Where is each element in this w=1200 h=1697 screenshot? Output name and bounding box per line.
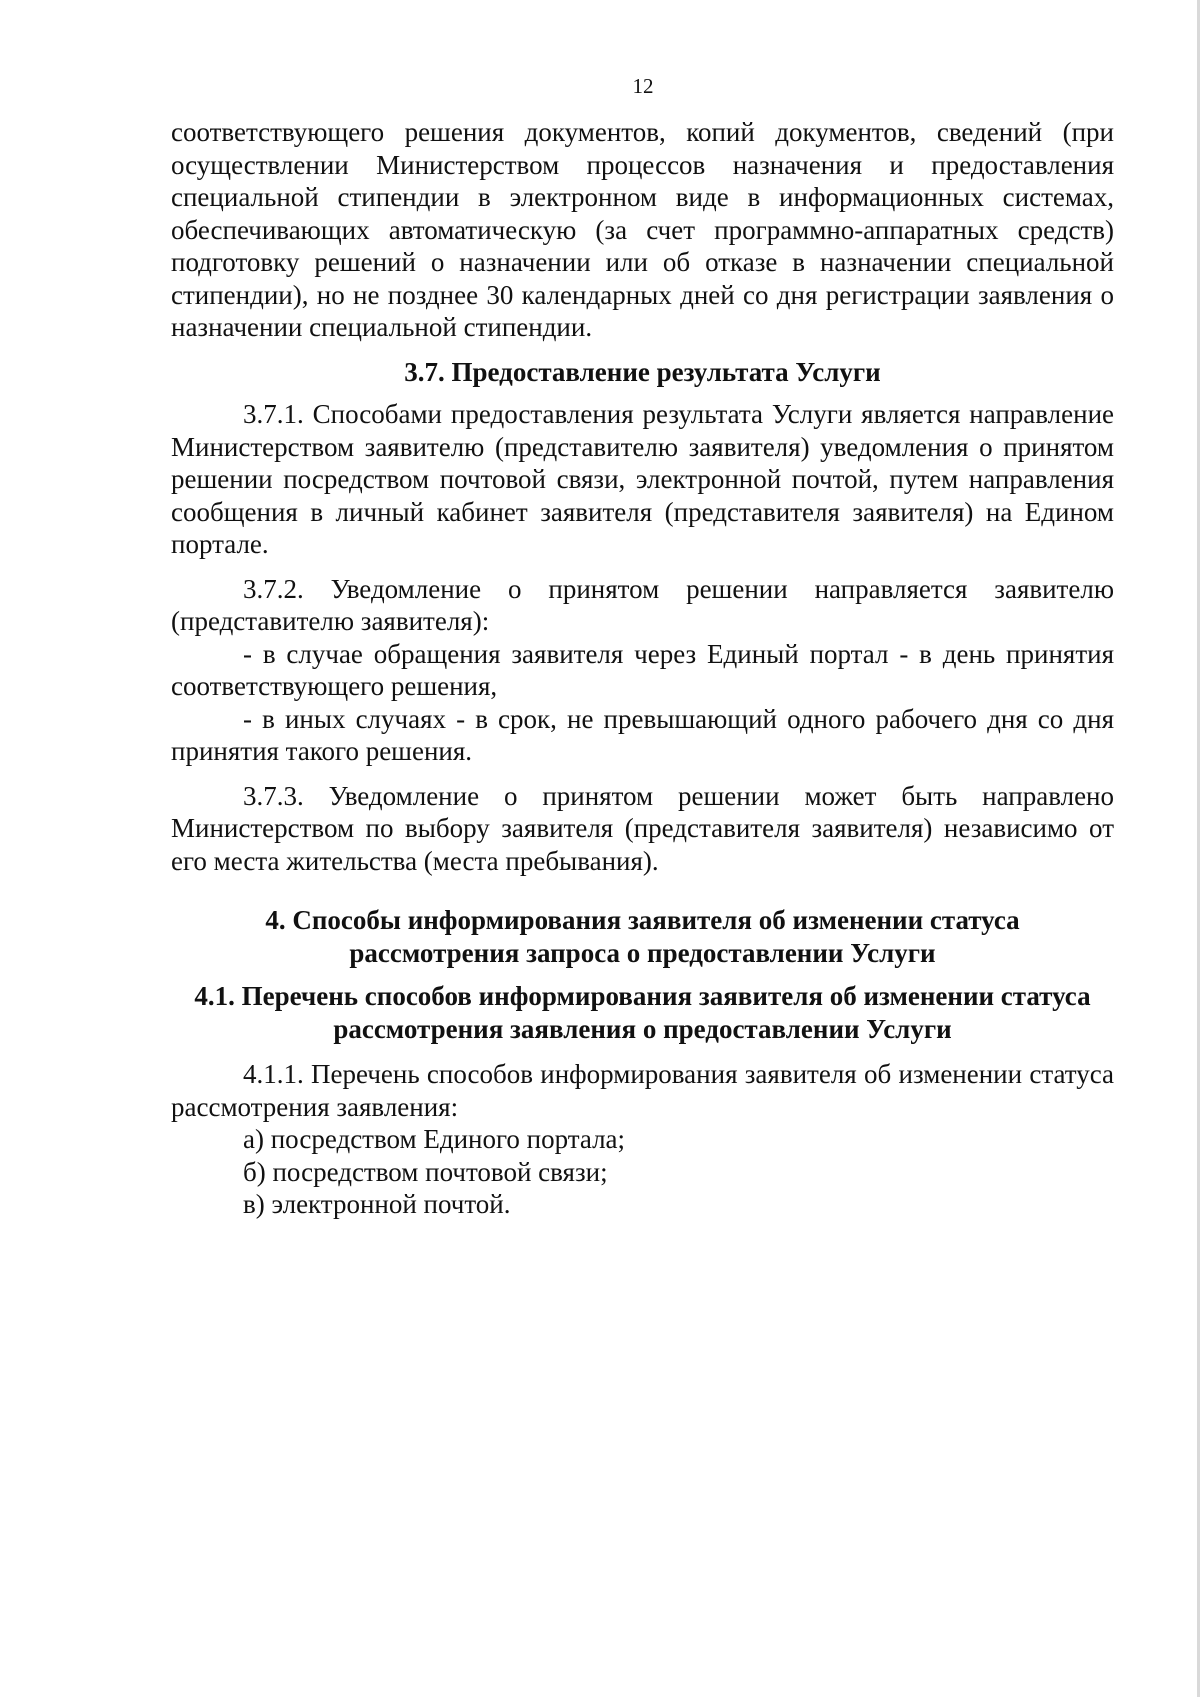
- paragraph-continuation: соответствующего решения документов, копий документов, сведений (при осуществлении Министерством процессов назначения и предоставления специальной стипендии в электронном виде в информационных системах, обеспечивающих автоматическую (за счет программно-аппаратных средств) подготовку решений о назначении или об отказе в назначении специальной стипендии), но не позднее 30 календарных дней со дня регистрации заявления о назначении специальной стипендии.: [171, 117, 1114, 342]
- heading-4-1: [171, 980, 1114, 1045]
- paragraph-3-7-3: 3.7.3. Уведомление о принятом решении может быть направлено Министерством по выбору заявителя (представителя заявителя) независимо от его места жительства (места пребывания).: [171, 780, 1114, 876]
- page-number: 12: [632, 74, 654, 98]
- paragraph-3-7-2-b: - в иных случаях - в срок, не превышающий одного рабочего дня со дня принятия такого решения.: [171, 703, 1114, 766]
- heading-4-1-line-1: 4.1. Перечень способов информирования заявителя об изменении статуса: [194, 981, 1091, 1011]
- paragraph-3-7-1: 3.7.1. Способами предоставления результата Услуги является направление Министерством заявителю (представителю заявителя) уведомления о принятом решении посредством почтовой связи, электронной почтой, путем направления сообщения в личный кабинет заявителя (представителя заявителя) на Едином портале.: [171, 399, 1114, 559]
- heading-4-line-2: рассмотрения запроса о предоставлении Услуги: [349, 937, 936, 968]
- paragraph-4-1-1: 4.1.1. Перечень способов информирования заявителя об изменении статуса рассмотрения заявления:: [171, 1059, 1114, 1122]
- paragraph-3-7-2-a: - в случае обращения заявителя через Единый портал - в день принятия соответствующего решения,: [171, 638, 1114, 701]
- heading-4-line-1: 4. Способы информирования заявителя об изменении статуса: [265, 905, 1020, 935]
- heading-4: [171, 904, 1114, 969]
- list-item: а) посредством Единого портала;: [243, 1124, 626, 1154]
- list-item: б) посредством почтовой связи;: [243, 1156, 608, 1187]
- heading-3-7: 3.7. Предоставление результата Услуги: [404, 356, 881, 387]
- paragraph-3-7-2: 3.7.2. Уведомление о принятом решении направляется заявителю (представителю заявителя):: [171, 573, 1114, 636]
- document-body: [171, 116, 1114, 1221]
- list-item: в) электронной почтой.: [243, 1189, 511, 1219]
- heading-4-1-line-2: рассмотрения заявления о предоставлении Услуги: [333, 1013, 952, 1044]
